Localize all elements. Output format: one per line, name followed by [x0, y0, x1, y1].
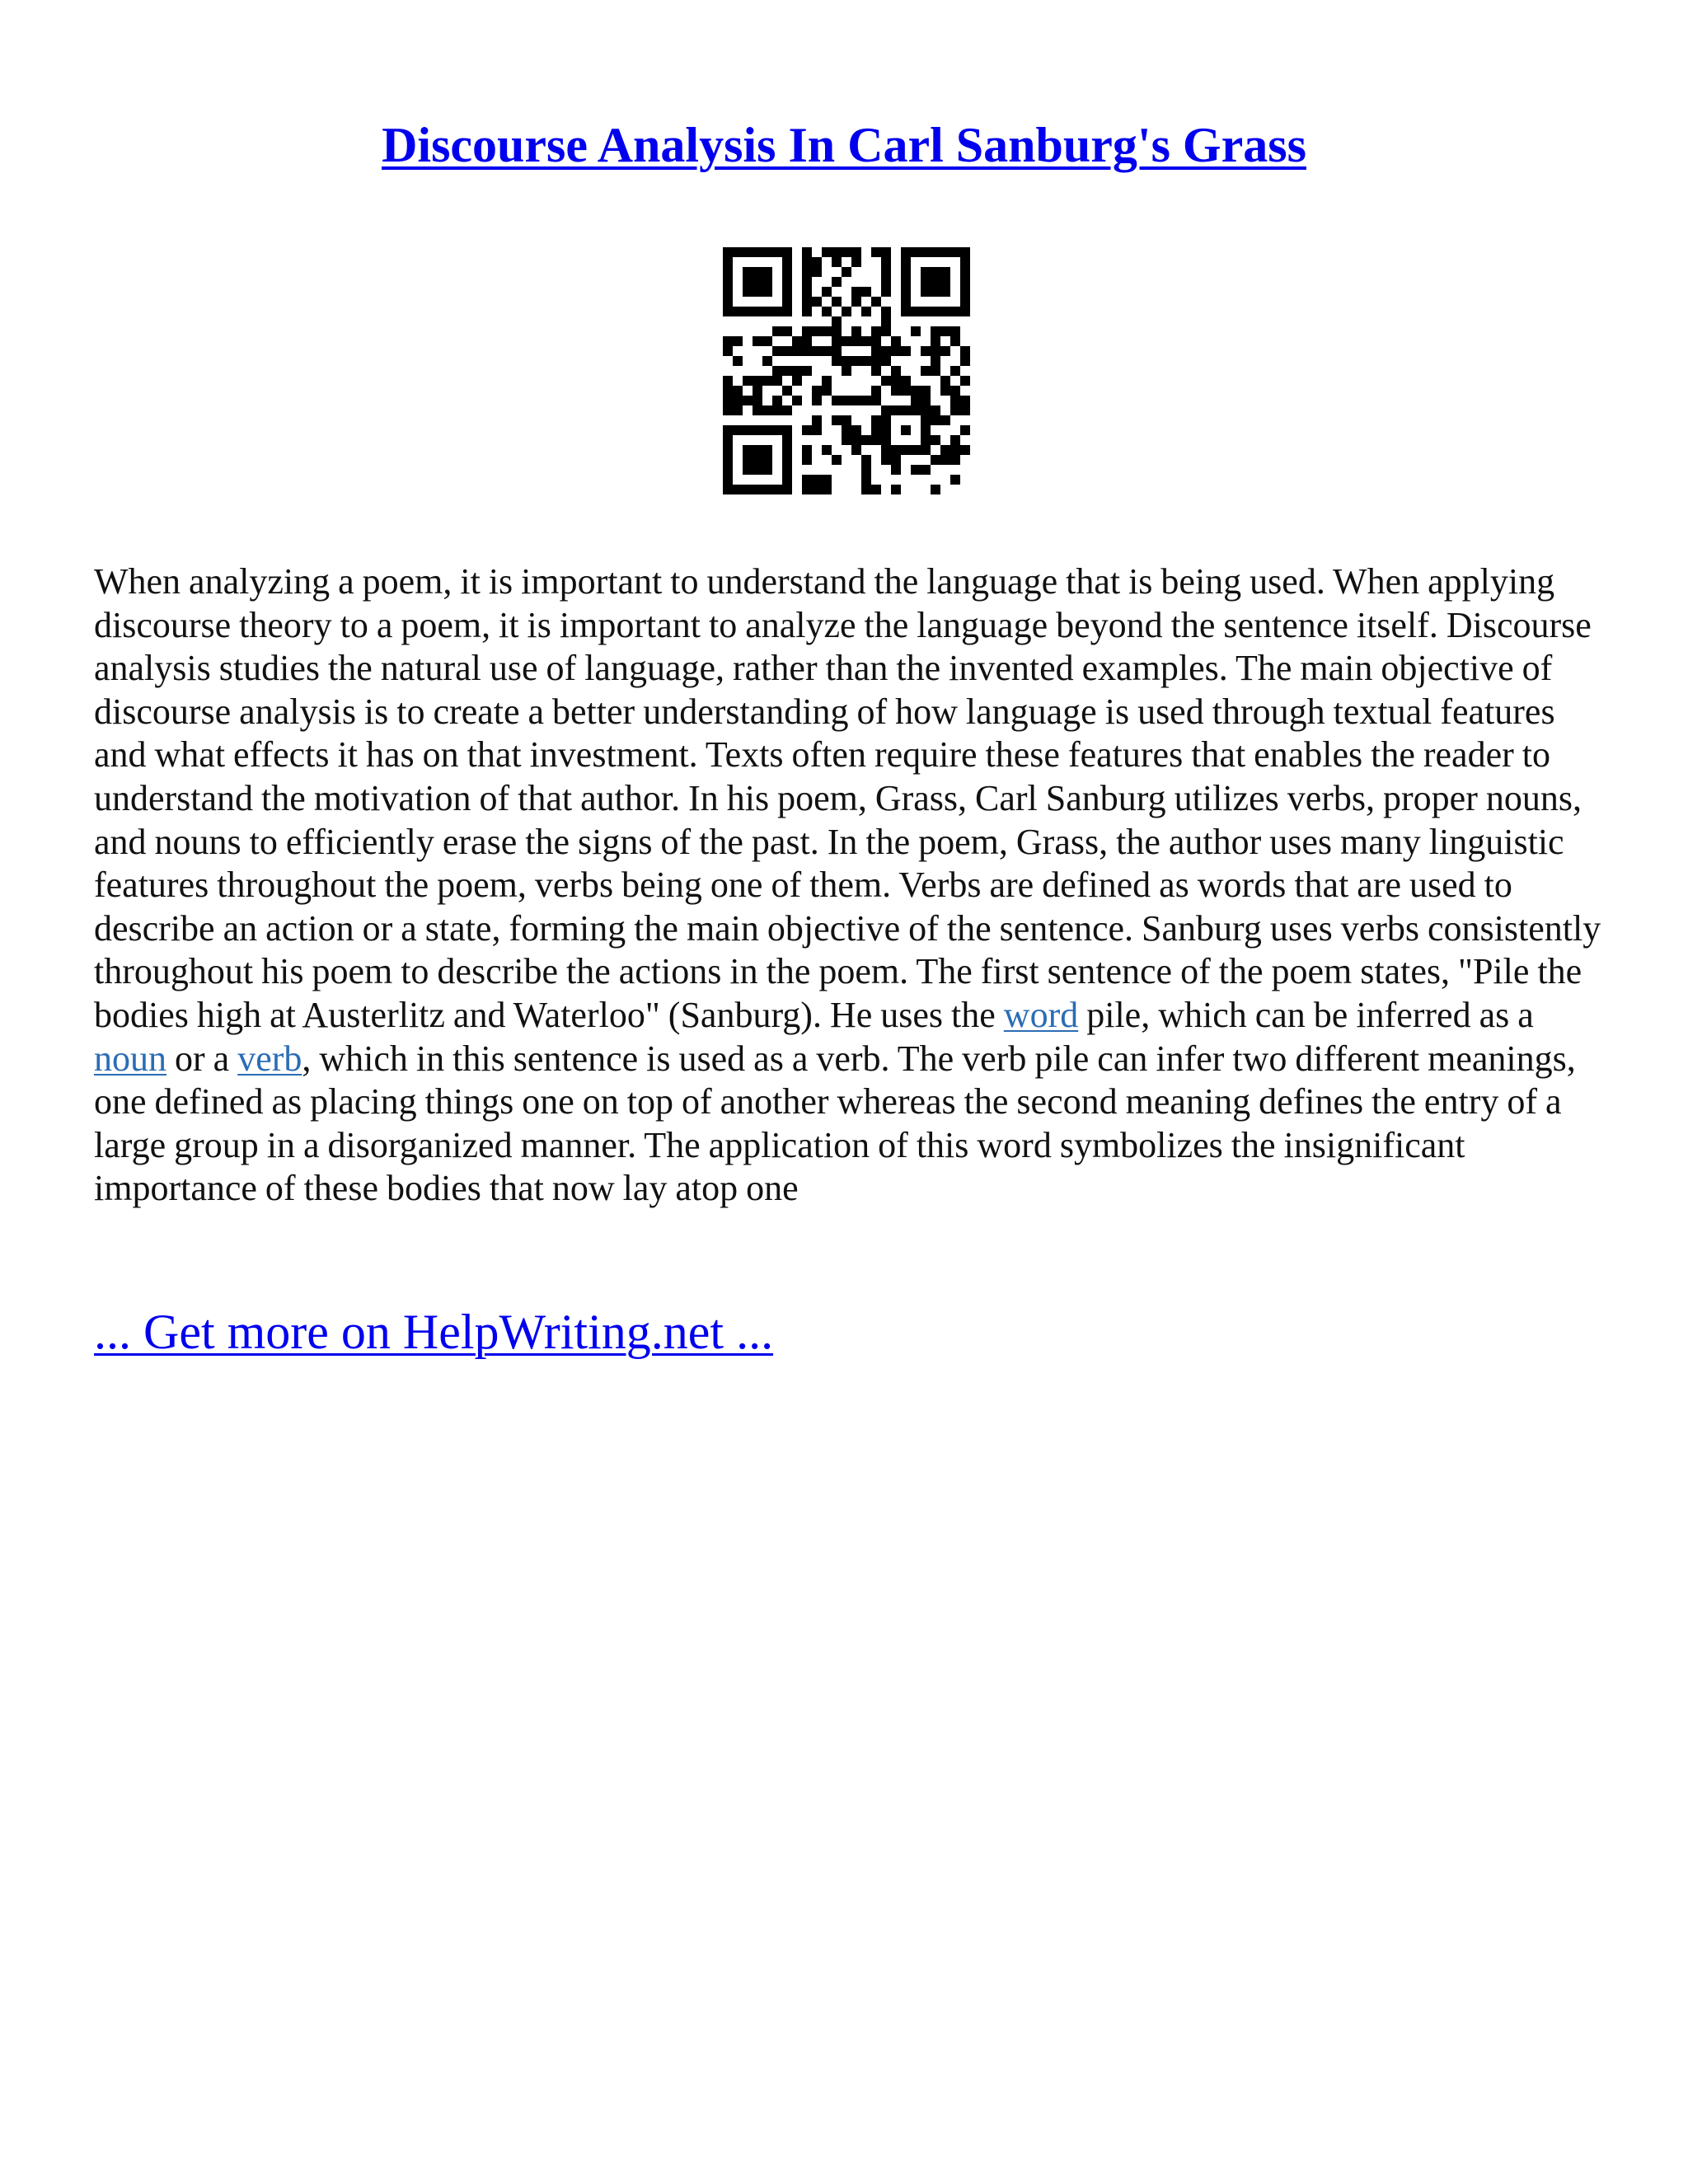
link-word[interactable]: word [1003, 994, 1079, 1035]
qr-code-icon [723, 247, 970, 494]
page-title [0, 115, 1688, 175]
get-more-link[interactable]: ... Get more on HelpWriting.net ... [94, 1305, 774, 1359]
paragraph-text: When analyzing a poem, it is important to understand the language that is being used. When applying discourse theory to a poem, it is important to analyze the language beyond the sentence itself. Discourse analysis studies the natural use of language, rather than the invented examples. The main objective of discourse analysis is to create a better understanding of how language is used through textual features and what effects it has on that investment. Texts often require these features that enables the reader to understand the motivation of that author. In his poem, Grass, Carl Sanburg utilizes verbs, proper nouns, and nouns to efficiently erase the signs of the past. In the poem, Grass, the author uses many linguistic features throughout the poem, verbs being one of them. Verbs are defined as words that are used to describe an action or a state, forming the main objective of the sentence. Sanburg uses verbs consistently throughout his poem to describe the actions in the poem. The first sentence of the poem states, "Pile the bodies high at Austerlitz and Waterloo" (Sanburg). He uses the [94, 561, 1601, 1035]
link-noun[interactable]: noun [94, 1038, 166, 1079]
paragraph-text: or a [166, 1038, 238, 1079]
paragraph-text: , which in this sentence is used as a verb. The verb pile can infer two different meanings, one defined as placing things one on top of another whereas the second meaning defines the entry of a large group in a disorganized manner. The application of this word symbolizes the insignificant importance of these bodies that now lay atop one [94, 1038, 1576, 1209]
article-paragraph [94, 560, 1602, 1211]
title-link[interactable]: Discourse Analysis In Carl Sanburg's Grass [382, 118, 1306, 172]
link-verb[interactable]: verb [237, 1038, 302, 1079]
more-link-container [94, 1302, 773, 1361]
paragraph-text: pile, which can be inferred as a [1078, 994, 1534, 1035]
